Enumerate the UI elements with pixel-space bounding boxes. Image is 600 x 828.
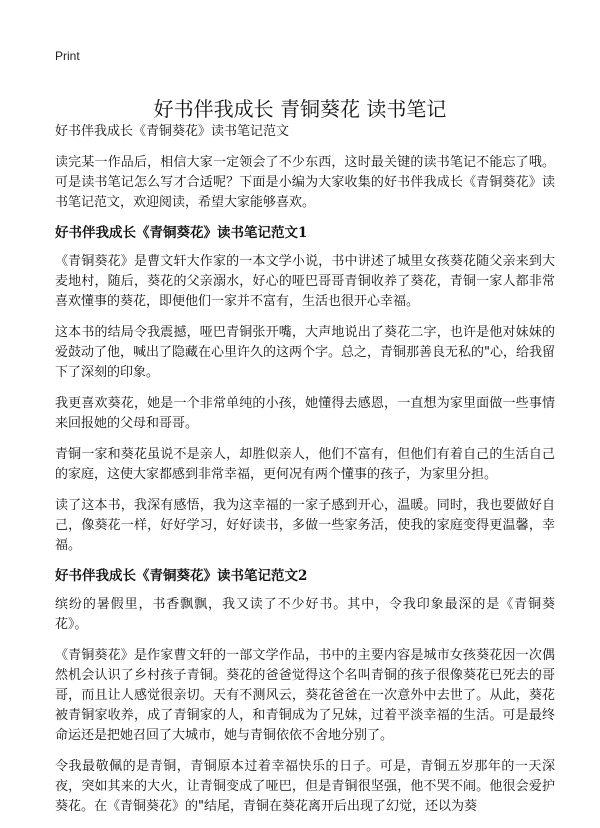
article-body: [55, 123, 555, 828]
paragraph: 《青铜葵花》是曹文轩大作家的一本文学小说，书中讲述了城里女孩葵花随父亲来到大麦地村，随后，葵花的父亲溺水，好心的哑巴哥哥青铜收养了葵花，青铜一家人都非常喜欢懂事的葵花，即便他们一家并不富有，生活也很开心幸福。: [55, 254, 555, 309]
paragraph: 读了这本书，我深有感悟，我为这幸福的一家子感到开心，温暖。同时，我也要做好自己，像葵花一样，好好学习，好好读书，多做一些家务活，使我的家庭变得更温馨，幸福。: [55, 498, 555, 553]
print-label: Print: [55, 49, 80, 63]
paragraph: 我更喜欢葵花，她是一个非常单纯的小孩，她懂得去感恩，一直想为家里面做一些事情来回报她的父母和哥哥。: [55, 396, 555, 431]
paragraph: 令我最敬佩的是青铜，青铜原本过着幸福快乐的日子。可是，青铜五岁那年的一天深夜，突如其来的大火，让青铜变成了哑巴，但是青铜很坚强，他不哭不闹。他很会爱护葵花。在《青铜葵花》的"结尾，青铜在葵花离开后出现了幻觉，还以为葵: [55, 759, 555, 814]
section-heading: 好书伴我成长《青铜葵花》读书笔记范文2: [55, 568, 308, 584]
article-subtitle: 好书伴我成长《青铜葵花》读书笔记范文: [55, 124, 290, 139]
paragraph: 缤纷的暑假里，书香飘飘，我又读了不少好书。其中，令我印象最深的是《青铜葵花》。: [55, 597, 555, 632]
section-heading: 好书伴我成长《青铜葵花》读书笔记范文1: [55, 225, 308, 241]
paragraph: 这本书的结局令我震撼，哑巴青铜张开嘴，大声地说出了葵花二字，也许是他对妹妹的爱鼓动了他，喊出了隐藏在心里许久的这两个字。总之，青铜那善良无私的"心，给我留下了深刻的印象。: [55, 325, 555, 380]
intro-paragraph: 读完某一作品后，相信大家一定领会了不少东西，这时最关键的读书笔记不能忘了哦。可是读书笔记怎么写才合适呢？下面是小编为大家收集的好书伴我成长《青铜葵花》读书笔记范文，欢迎阅读，希望大家能够喜欢。: [55, 155, 555, 210]
page-title: 好书伴我成长 青铜葵花 读书笔记: [153, 97, 447, 122]
paragraph: 《青铜葵花》是作家曹文轩的一部文学作品，书中的主要内容是城市女孩葵花因一次偶然机会认识了乡村孩子青铜。葵花的爸爸觉得这个名叫青铜的孩子很像葵花已死去的哥哥，而且让人感觉很亲切。天有不测风云，葵花爸爸在一次意外中去世了。从此，葵花被青铜家收养，成了青铜家的人，和青铜成为了兄妹，过着平淡幸福的生活。可是最终命运还是把她召回了大城市，她与青铜依依不舍地分别了。: [55, 648, 555, 743]
paragraph: 青铜一家和葵花虽说不是亲人，却胜似亲人，他们不富有，但他们有着自己的生活自己的家庭，这使大家都感到非常幸福，更何况有两个懂事的孩子，为家里分担。: [55, 447, 555, 482]
